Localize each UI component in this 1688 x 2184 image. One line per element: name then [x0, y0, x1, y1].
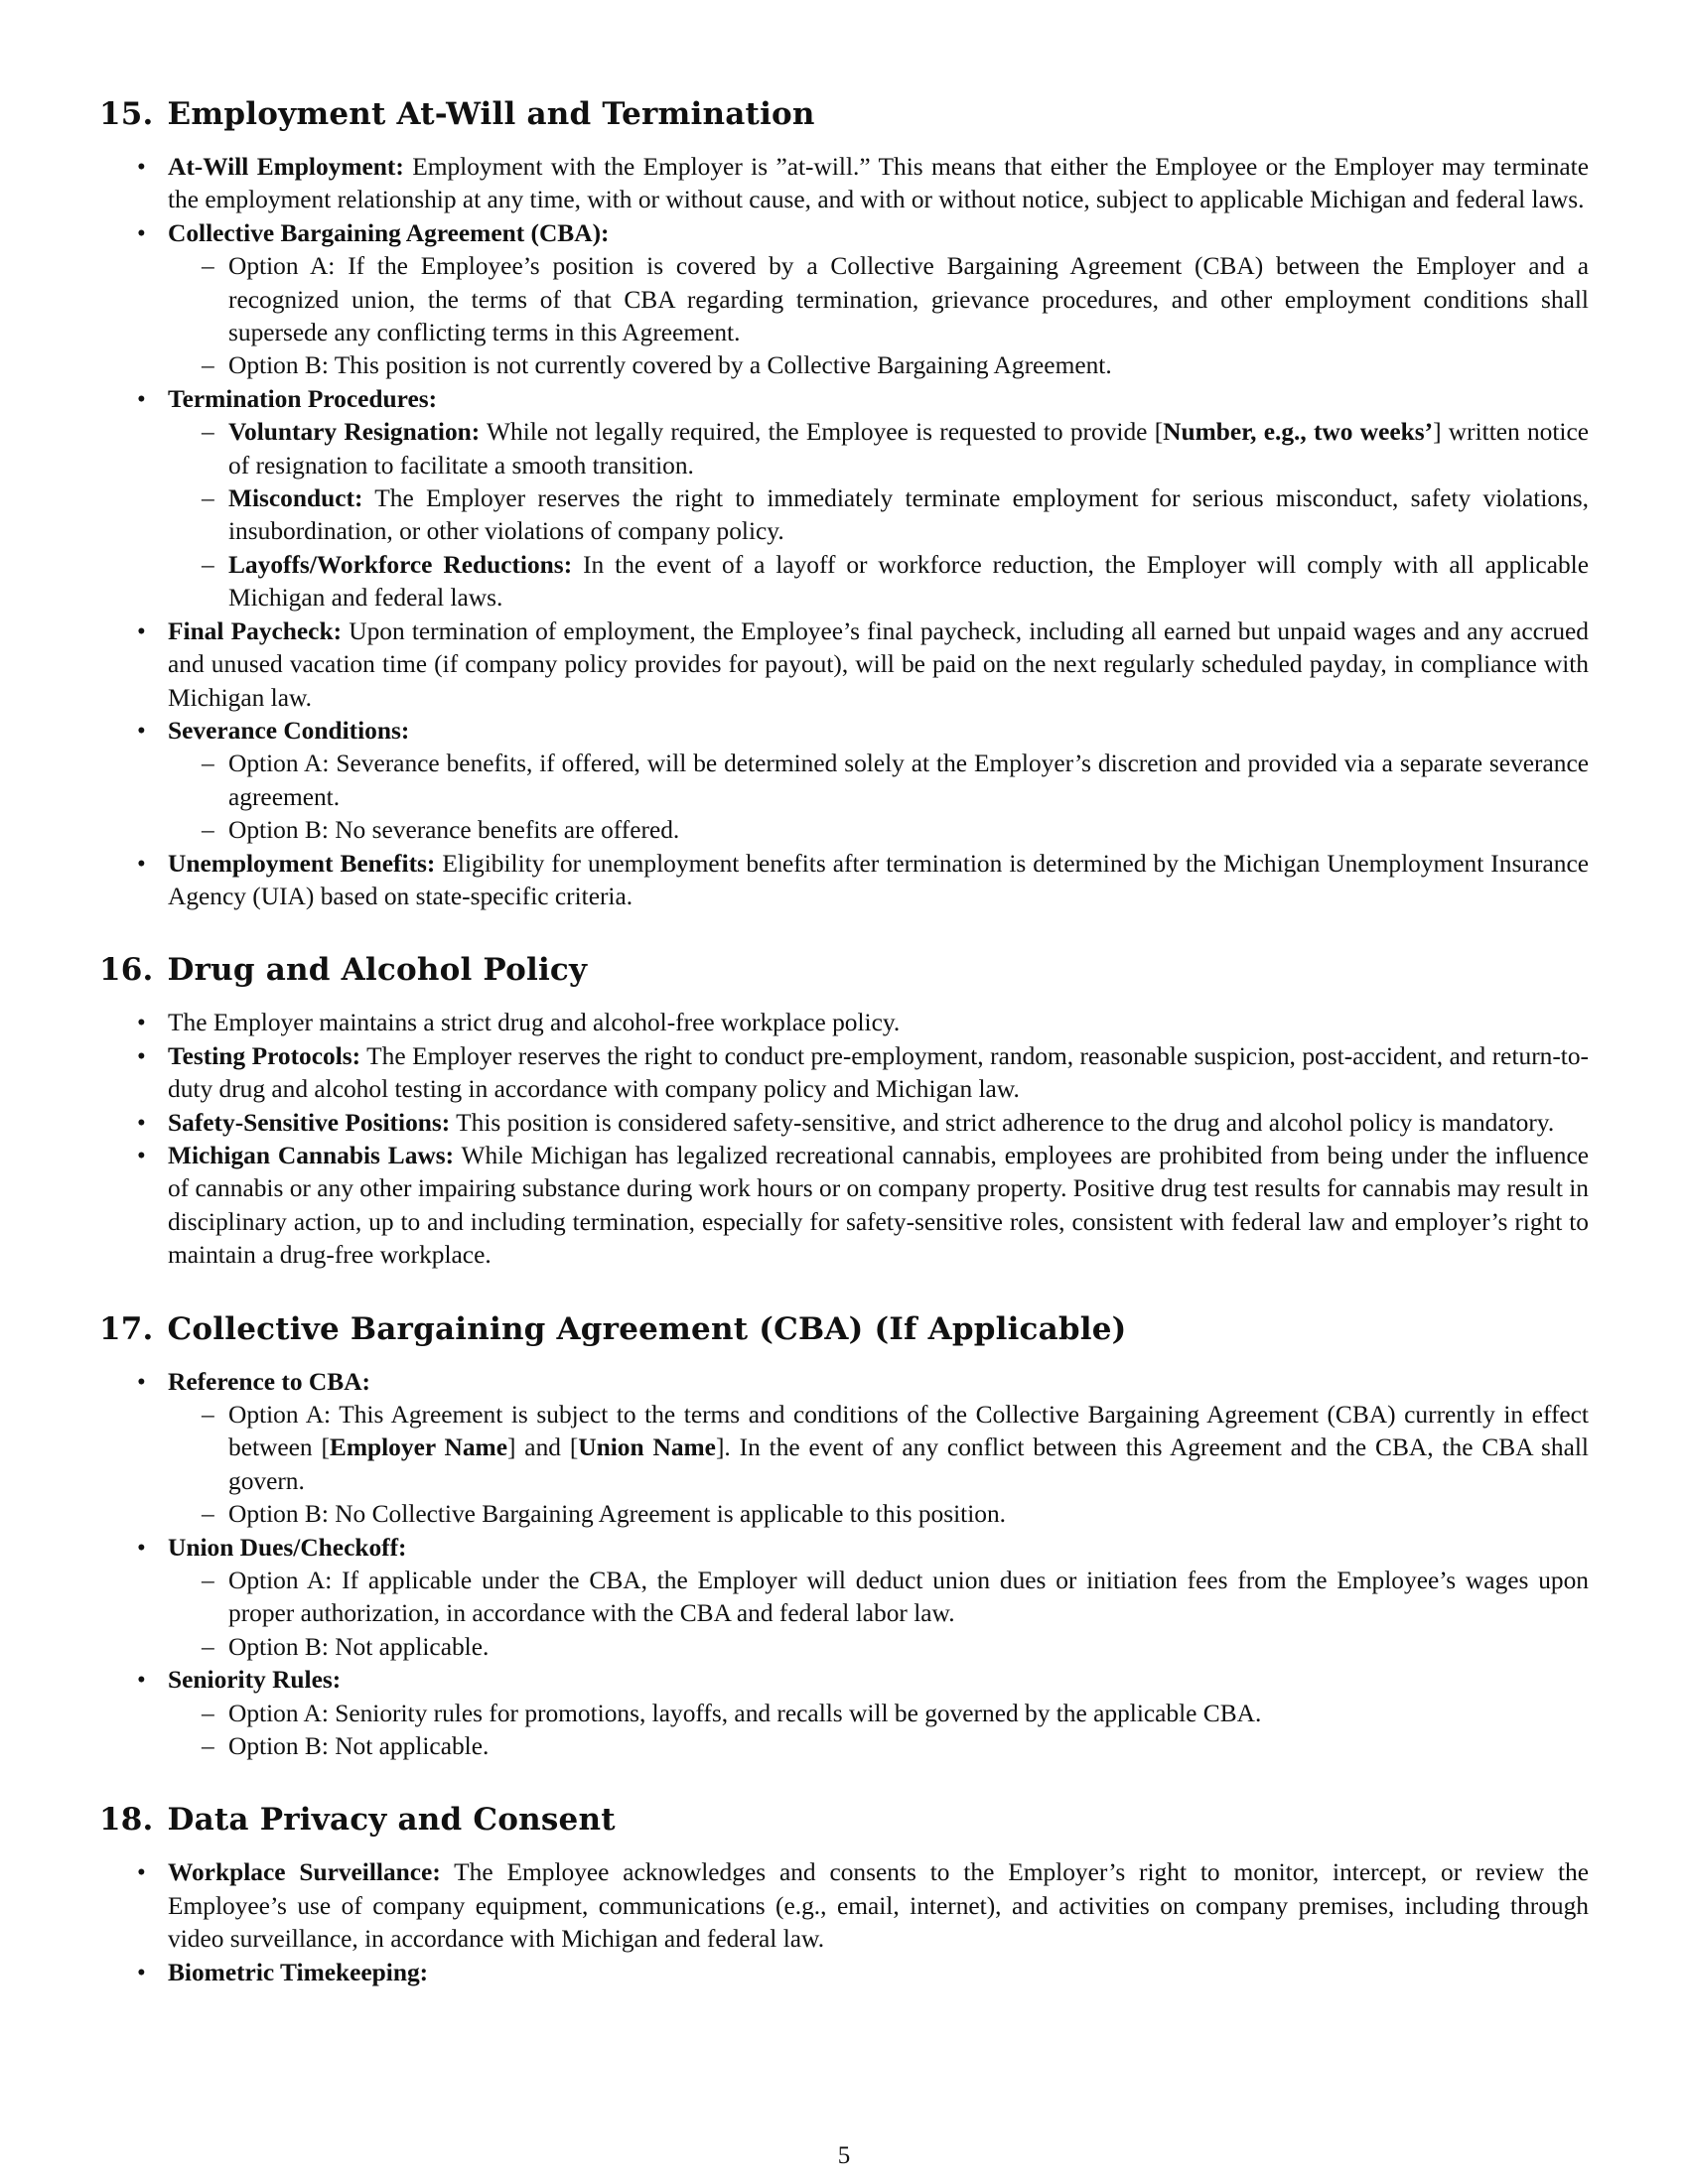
- item-text: The Employer reserves the right to immediately terminate employment for serious misconduct, safety violations, insubordination, or other violations of company policy.: [228, 484, 1589, 546]
- item-label: Final Paycheck:: [168, 616, 343, 645]
- list-item: [99, 151, 1589, 217]
- item-label: Collective Bargaining Agreement (CBA):: [168, 218, 610, 247]
- item-label: Union Dues/Checkoff:: [168, 1533, 407, 1562]
- item-text: Option A: If applicable under the CBA, the Employer will deduct union dues or initiation fees from the Employee’s wages upon proper authorization, in accordance with the CBA and federal labor law.: [228, 1567, 1589, 1628]
- item-label: Reference to CBA:: [168, 1367, 370, 1396]
- item-text: The Employer reserves the right to conduct pre-employment, random, reasonable suspicion, post-accident, and return-to-duty drug and alcohol testing in accordance with company policy and Michigan law.: [168, 1041, 1590, 1104]
- bullet-list: [99, 151, 1589, 913]
- sub-list-item: [99, 416, 1589, 482]
- sub-list-wrapper: [99, 549, 1589, 615]
- sub-list-wrapper: [99, 1399, 1589, 1498]
- section-number: 16.: [99, 952, 154, 989]
- document-page: [99, 91, 1589, 2023]
- section-title: Employment At-Will and Termination: [167, 96, 815, 132]
- section: [99, 1306, 1589, 1764]
- item-label: Severance Conditions:: [168, 716, 410, 745]
- item-text: Upon termination of employment, the Employee’s final paycheck, including all earned but unpaid wages and any accrued and unused vacation time (if company policy provides for payout), will be paid on the next regularly scheduled payday, in compliance with Michigan law.: [168, 616, 1589, 712]
- item-text: Option A: If the Employee’s position is covered by a Collective Bargaining Agreement (CBA) between the Employer and a recognized union, the terms of that CBA regarding termination, grievance procedures, and other employment conditions shall supersede any conflicting terms in this Agreement.: [228, 252, 1589, 347]
- sub-list-item: [99, 549, 1589, 615]
- item-text: ] written notice of resignation to facilitate a smooth transition.: [228, 418, 1590, 479]
- list-item: [99, 217, 1589, 250]
- sub-list-item: [99, 1631, 1589, 1664]
- bullet-list: [99, 1366, 1589, 1764]
- section-number: 17.: [99, 1310, 154, 1347]
- list-item: [99, 1040, 1589, 1107]
- bullet-list: [99, 1007, 1589, 1272]
- item-text: Option A: Seniority rules for promotions, layoffs, and recalls will be governed by the applicable CBA.: [228, 1699, 1262, 1727]
- section-title: Drug and Alcohol Policy: [167, 952, 588, 989]
- sub-list-wrapper: [99, 1631, 1589, 1664]
- sub-list-wrapper: [99, 250, 1589, 349]
- section-heading: [99, 1306, 1589, 1352]
- sub-list-item: [99, 1698, 1589, 1730]
- section-number: 15.: [99, 96, 154, 132]
- placeholder-field: Union Name: [578, 1433, 716, 1462]
- sub-list-wrapper: [99, 814, 1589, 847]
- item-label: At-Will Employment:: [168, 153, 404, 181]
- item-label: Unemployment Benefits:: [168, 849, 436, 878]
- page-number: 5: [837, 2142, 851, 2169]
- list-item: [99, 1664, 1589, 1697]
- list-item: [99, 1366, 1589, 1399]
- sub-list-wrapper: [99, 416, 1589, 482]
- item-text: While Michigan has legalized recreational cannabis, employees are prohibited from being under the influence of cannabis or any other impairing substance during work hours or on company property. Positive drug test results for cannabis may result in disciplinary action, up to and including termination, especially for safety-sensitive roles, consistent with federal law and employer’s right to maintain a drug-free workplace.: [168, 1141, 1589, 1270]
- item-text: While not legally required, the Employee is requested to provide [: [487, 418, 1164, 447]
- list-item: [99, 615, 1589, 715]
- item-label: Misconduct:: [228, 484, 363, 513]
- item-text: The Employer maintains a strict drug and alcohol-free workplace policy.: [168, 1009, 901, 1037]
- sub-list-wrapper: [99, 482, 1589, 549]
- section: [99, 91, 1589, 913]
- list-item: [99, 848, 1589, 914]
- sub-list-wrapper: [99, 748, 1589, 814]
- placeholder-field: Employer Name: [329, 1433, 507, 1462]
- list-item: [99, 1957, 1589, 1989]
- item-label: Seniority Rules:: [168, 1666, 342, 1695]
- sub-list-item: [99, 482, 1589, 549]
- list-item: [99, 1007, 1589, 1039]
- section-heading: [99, 1797, 1589, 1843]
- sub-list-item: [99, 250, 1589, 349]
- sub-list-wrapper: [99, 1730, 1589, 1763]
- item-text: ]. In the event of any conflict between this Agreement and the CBA, the CBA shall govern.: [228, 1433, 1589, 1495]
- section: [99, 1797, 1589, 1989]
- sub-list-item: [99, 1399, 1589, 1498]
- sub-list-wrapper: [99, 1498, 1589, 1531]
- item-label: Layoffs/Workforce Reductions:: [228, 550, 573, 579]
- placeholder-field: Number, e.g., two weeks’: [1163, 418, 1434, 447]
- item-text: Option B: No severance benefits are offered.: [228, 816, 680, 845]
- sub-list-wrapper: [99, 1565, 1589, 1631]
- section-heading: [99, 91, 1589, 137]
- item-label: Termination Procedures:: [168, 384, 438, 413]
- item-label: Safety-Sensitive Positions:: [168, 1108, 451, 1137]
- sub-list-item: [99, 349, 1589, 382]
- item-text: Eligibility for unemployment benefits after termination is determined by the Michigan Unemployment Insurance Agency (UIA) based on state-specific criteria.: [168, 849, 1589, 910]
- item-text: Option B: Not applicable.: [228, 1632, 490, 1661]
- sub-list-wrapper: [99, 1698, 1589, 1730]
- item-label: Voluntary Resignation:: [228, 418, 481, 447]
- item-text: Option B: Not applicable.: [228, 1732, 490, 1761]
- sub-list-item: [99, 1730, 1589, 1763]
- item-label: Michigan Cannabis Laws:: [168, 1141, 455, 1169]
- list-item: [99, 715, 1589, 748]
- section-title: Collective Bargaining Agreement (CBA) (If Applicable): [167, 1310, 1127, 1347]
- item-text: Option A: Severance benefits, if offered, will be determined solely at the Employer’s discretion and provided via a separate severance agreement.: [228, 750, 1589, 811]
- sub-list-item: [99, 748, 1589, 814]
- sub-list-item: [99, 1498, 1589, 1531]
- list-item: [99, 1140, 1589, 1273]
- sub-list-wrapper: [99, 349, 1589, 382]
- section: [99, 947, 1589, 1272]
- item-label: Biometric Timekeeping:: [168, 1958, 429, 1986]
- item-text: The Employee acknowledges and consents to the Employer’s right to monitor, intercept, or review the Employee’s use of company equipment, communications (e.g., email, internet), and activities on company premises, including through video surveillance, in accordance with Michigan and federal law.: [168, 1858, 1589, 1954]
- sub-list-item: [99, 1565, 1589, 1631]
- item-text: Employment with the Employer is ”at-will.” This means that either the Employee or the Employer may terminate the employment relationship at any time, with or without cause, and with or without notice, subject to applicable Michigan and federal laws.: [168, 153, 1589, 214]
- item-text: This position is considered safety-sensitive, and strict adherence to the drug and alcohol policy is mandatory.: [456, 1108, 1555, 1137]
- item-text: Option B: No Collective Bargaining Agreement is applicable to this position.: [228, 1500, 1007, 1529]
- item-label: Workplace Surveillance:: [168, 1858, 441, 1887]
- bullet-list: [99, 1856, 1589, 1989]
- item-label: Testing Protocols:: [168, 1041, 361, 1070]
- list-item: [99, 1856, 1589, 1956]
- list-item: [99, 1107, 1589, 1140]
- list-item: [99, 383, 1589, 416]
- item-text: Option B: This position is not currently covered by a Collective Bargaining Agreement.: [228, 351, 1112, 380]
- list-item: [99, 1532, 1589, 1565]
- item-text: Option A: This Agreement is subject to the terms and conditions of the Collective Bargaining Agreement (CBA) currently in effect between [: [228, 1401, 1589, 1462]
- item-text: ] and [: [506, 1433, 579, 1462]
- section-heading: [99, 947, 1589, 993]
- section-title: Data Privacy and Consent: [167, 1802, 616, 1839]
- sub-list-item: [99, 814, 1589, 847]
- item-text: In the event of a layoff or workforce reduction, the Employer will comply with all applicable Michigan and federal laws.: [228, 550, 1589, 613]
- section-number: 18.: [99, 1802, 154, 1839]
